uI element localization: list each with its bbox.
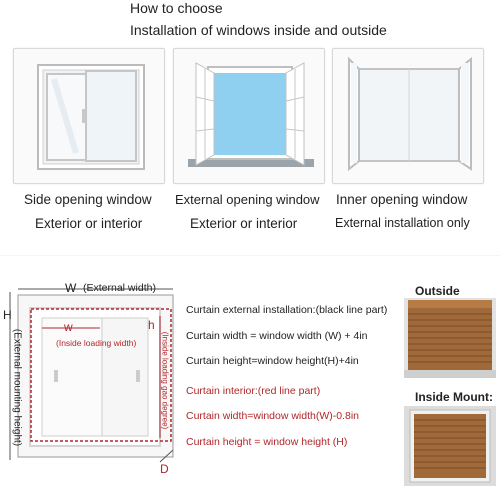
ext-height: Curtain height=window height(H)+4in	[186, 355, 359, 367]
divider	[0, 255, 500, 256]
sliding-window-icon	[14, 49, 166, 185]
caption-side-opening: Side opening window	[24, 192, 152, 207]
label-w-note: (Inside loading width)	[56, 338, 137, 348]
outside-mount-label: Outside	[415, 284, 460, 298]
label-H: H	[3, 308, 12, 322]
caption-side-opening-sub: Exterior or interior	[35, 216, 143, 231]
caption-inner-opening: Inner opening window	[336, 192, 468, 207]
card-inner-opening	[332, 48, 484, 184]
inside-mount-photo	[404, 406, 496, 486]
int-height: Curtain height = window height (H)	[186, 436, 348, 448]
label-w: w	[64, 320, 73, 334]
heading-how-to-choose: How to choose	[130, 0, 223, 16]
card-side-opening	[13, 48, 165, 184]
inner-window-icon	[333, 49, 485, 185]
card-external-opening	[173, 48, 325, 184]
label-H-note: (External mounting height)	[11, 328, 23, 447]
outside-mount-photo	[404, 298, 496, 378]
label-D: D	[160, 462, 169, 476]
caption-external-opening-sub: Exterior or interior	[190, 216, 298, 231]
open-window-icon	[174, 49, 326, 185]
int-width: Curtain width=window width(W)-0.8in	[186, 410, 360, 422]
int-title: Curtain interior:(red line part)	[186, 385, 321, 397]
label-W: W	[65, 281, 77, 295]
label-W-note: (External width)	[83, 282, 156, 294]
heading-installation: Installation of windows inside and outside	[130, 22, 387, 38]
measurement-diagram	[0, 270, 186, 470]
caption-external-opening: External opening window	[175, 192, 320, 207]
label-h: h	[148, 318, 155, 332]
ext-title: Curtain external installation:(black line part)	[186, 304, 388, 316]
caption-inner-opening-sub: External installation only	[335, 216, 470, 230]
label-h-note: (Inside loading gao degree)	[160, 331, 170, 430]
inside-mount-label: Inside Mount:	[415, 390, 493, 404]
ext-width: Curtain width = window width (W) + 4in	[186, 330, 368, 342]
